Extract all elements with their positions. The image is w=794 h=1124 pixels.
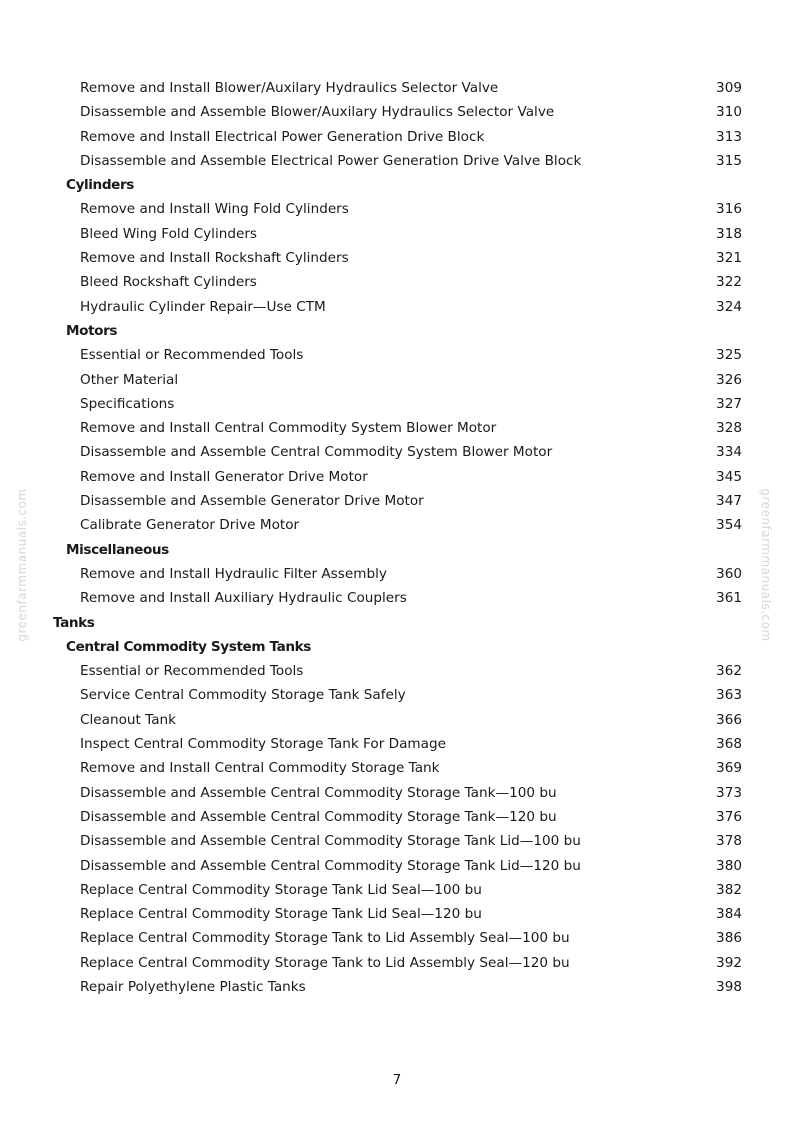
toc-entry-title: Other Material [80, 371, 179, 388]
toc-subsection-heading [0, 538, 794, 562]
toc-entry-page-number: 363 [716, 687, 742, 704]
toc-entry-title: Hydraulic Cylinder Repair—Use CTM [80, 298, 326, 315]
toc-entry-title: Motors [66, 322, 118, 339]
toc-entry[interactable] [0, 343, 794, 367]
toc-entry-page-number: 322 [716, 274, 742, 291]
toc-entry-title: Remove and Install Rockshaft Cylinders [80, 250, 349, 267]
toc-entry[interactable] [0, 854, 794, 878]
toc-section-heading [0, 611, 794, 635]
toc-entry-title: Disassemble and Assemble Generator Drive Motor [80, 493, 424, 510]
toc-entry-page-number: 315 [716, 152, 742, 169]
toc-entry-title: Replace Central Commodity Storage Tank Lid Seal—100 bu [80, 881, 482, 898]
toc-subsection-heading [0, 319, 794, 343]
toc-entry-page-number: 310 [716, 104, 742, 121]
toc-entry-page-number: 386 [716, 930, 742, 947]
toc-entry[interactable] [0, 513, 794, 537]
toc-entry-title: Disassemble and Assemble Central Commodity Storage Tank—120 bu [80, 808, 557, 825]
toc-entry-page-number: 354 [716, 517, 742, 534]
toc-entry-page-number: 392 [716, 954, 742, 971]
toc-entry-title: Remove and Install Wing Fold Cylinders [80, 201, 349, 218]
toc-entry-title: Tanks [53, 614, 95, 631]
toc-entry-page-number: 362 [716, 663, 742, 680]
toc-entry-title: Disassemble and Assemble Central Commodity Storage Tank—100 bu [80, 784, 557, 801]
toc-entry-title: Remove and Install Blower/Auxilary Hydraulics Selector Valve [80, 80, 499, 96]
toc-entry-page-number: 382 [716, 881, 742, 898]
toc-entry[interactable] [0, 465, 794, 489]
toc-entry-page-number: 313 [716, 128, 742, 145]
table-of-contents [0, 76, 794, 999]
toc-entry-page-number: 380 [716, 857, 742, 874]
toc-entry[interactable] [0, 562, 794, 586]
toc-entry-title: Miscellaneous [66, 541, 169, 558]
toc-entry-page-number: 369 [716, 760, 742, 777]
toc-entry-title: Disassemble and Assemble Electrical Power Generation Drive Valve Block [80, 152, 582, 169]
toc-entry-title: Essential or Recommended Tools [80, 663, 304, 680]
toc-entry[interactable] [0, 295, 794, 319]
toc-entry-page-number: 345 [716, 468, 742, 485]
toc-entry[interactable] [0, 125, 794, 149]
toc-entry[interactable] [0, 902, 794, 926]
toc-entry-title: Replace Central Commodity Storage Tank to Lid Assembly Seal—120 bu [80, 954, 570, 971]
toc-entry[interactable] [0, 416, 794, 440]
toc-entry[interactable] [0, 781, 794, 805]
toc-entry-page-number: 318 [716, 225, 742, 242]
toc-entry-page-number: 398 [716, 978, 742, 995]
toc-entry[interactable] [0, 246, 794, 270]
toc-entry[interactable] [0, 197, 794, 221]
toc-entry-title: Disassemble and Assemble Blower/Auxilary Hydraulics Selector Valve [80, 104, 555, 121]
toc-entry[interactable] [0, 368, 794, 392]
toc-entry-page-number: 324 [716, 298, 742, 315]
toc-entry[interactable] [0, 489, 794, 513]
toc-entry-title: Inspect Central Commodity Storage Tank For Damage [80, 736, 446, 753]
toc-entry[interactable] [0, 975, 794, 999]
toc-entry-page-number: 373 [716, 784, 742, 801]
toc-entry-title: Service Central Commodity Storage Tank Safely [80, 687, 406, 704]
toc-entry-title: Remove and Install Electrical Power Generation Drive Block [80, 128, 485, 145]
toc-entry-title: Remove and Install Generator Drive Motor [80, 468, 368, 485]
toc-entry-title: Replace Central Commodity Storage Tank to Lid Assembly Seal—100 bu [80, 930, 570, 947]
toc-entry-page-number: 378 [716, 833, 742, 850]
toc-entry[interactable] [0, 100, 794, 124]
toc-entry-title: Remove and Install Central Commodity System Blower Motor [80, 420, 497, 437]
toc-entry-page-number: 347 [716, 493, 742, 510]
toc-entry-page-number: 368 [716, 736, 742, 753]
watermark-right: greenfarmmanuals.com [759, 488, 773, 642]
toc-entry[interactable] [0, 392, 794, 416]
toc-entry-page-number: 326 [716, 371, 742, 388]
toc-entry-title: Essential or Recommended Tools [80, 347, 304, 364]
toc-entry[interactable] [0, 732, 794, 756]
toc-entry[interactable] [0, 878, 794, 902]
toc-entry-title: Calibrate Generator Drive Motor [80, 517, 300, 534]
toc-entry-title: Repair Polyethylene Plastic Tanks [80, 978, 306, 995]
toc-entry-title: Disassemble and Assemble Central Commodity Storage Tank Lid—100 bu [80, 833, 581, 850]
toc-entry[interactable] [0, 270, 794, 294]
toc-entry[interactable] [0, 149, 794, 173]
toc-entry-page-number: 321 [716, 250, 742, 267]
toc-entry-title: Specifications [80, 395, 175, 412]
toc-entry-title: Bleed Rockshaft Cylinders [80, 274, 257, 291]
toc-entry-page-number: 384 [716, 906, 742, 923]
toc-entry-page-number: 309 [716, 80, 742, 96]
toc-entry[interactable] [0, 829, 794, 853]
toc-entry[interactable] [0, 222, 794, 246]
toc-entry-page-number: 376 [716, 808, 742, 825]
toc-entry-title: Central Commodity System Tanks [66, 638, 311, 655]
toc-entry-page-number: 360 [716, 565, 742, 582]
page-number: 7 [392, 1072, 402, 1088]
toc-entry-page-number: 328 [716, 420, 742, 437]
toc-entry[interactable] [0, 683, 794, 707]
toc-entry-title: Remove and Install Hydraulic Filter Assembly [80, 565, 387, 582]
toc-entry[interactable] [0, 586, 794, 610]
toc-subsection-heading [0, 635, 794, 659]
toc-entry[interactable] [0, 926, 794, 950]
toc-entry-page-number: 334 [716, 444, 742, 461]
watermark-left: greenfarmmanuals.com [15, 488, 29, 642]
toc-subsection-heading [0, 173, 794, 197]
toc-entry-page-number: 316 [716, 201, 742, 218]
toc-entry-title: Cleanout Tank [80, 711, 177, 728]
toc-entry-page-number: 325 [716, 347, 742, 364]
toc-entry[interactable] [0, 805, 794, 829]
toc-entry-title: Replace Central Commodity Storage Tank Lid Seal—120 bu [80, 906, 482, 923]
toc-entry-title: Remove and Install Central Commodity Storage Tank [80, 760, 440, 777]
toc-entry[interactable] [0, 951, 794, 975]
toc-entry-title: Bleed Wing Fold Cylinders [80, 225, 258, 242]
toc-entry-title: Remove and Install Auxiliary Hydraulic Couplers [80, 590, 407, 607]
toc-entry-title: Disassemble and Assemble Central Commodity System Blower Motor [80, 444, 553, 461]
toc-entry-page-number: 361 [716, 590, 742, 607]
toc-entry[interactable] [0, 708, 794, 732]
toc-entry[interactable] [0, 659, 794, 683]
toc-entry-page-number: 327 [716, 395, 742, 412]
toc-entry[interactable] [0, 440, 794, 464]
toc-entry-page-number: 366 [716, 711, 742, 728]
toc-entry[interactable] [0, 76, 794, 100]
toc-entry[interactable] [0, 756, 794, 780]
toc-entry-title: Disassemble and Assemble Central Commodity Storage Tank Lid—120 bu [80, 857, 581, 874]
toc-entry-title: Cylinders [66, 177, 134, 194]
